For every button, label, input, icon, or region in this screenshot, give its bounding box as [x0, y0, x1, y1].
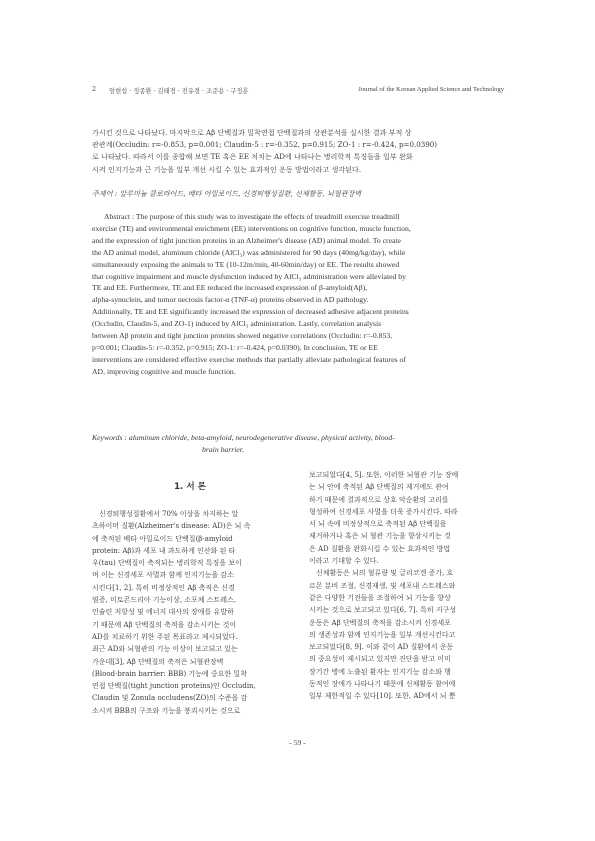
- header-journal-name: Journal of the Korean Applied Science and Technology: [358, 86, 504, 93]
- keywords-line: Keywords : aluminum chloride, beta-amyloid, neurodegenerative disease, physical activity, blood-: [92, 433, 395, 442]
- abstract-line: p=0.001; Claudin-5: r=-0.352, p=0.915; ZO-1: r=-0.424, p=0.0390). In conclusion, TE or EE: [92, 342, 378, 352]
- body-line: 는 뇌 안에 축적된 Aβ 단백질의 제거에도 관여: [309, 483, 449, 492]
- abstract-line: the AD animal model, aluminum chloride (AlCl₃) was administered for 90 days (40mg/kg/day), while: [92, 247, 406, 257]
- body-line: 가운데[3], Aβ 단백질의 축적은 뇌혈관장벽: [92, 657, 224, 666]
- left-text-column: [92, 496, 288, 717]
- body-line: 동적인 장애가 나타나기 때문에 신체활동 참여에: [309, 680, 456, 689]
- english-abstract: [92, 211, 504, 378]
- body-line: 르몬 분비 조절, 신경재생, 및 세포내 스트레스와: [309, 581, 456, 590]
- body-line: 서 뇌 속에 비정상적으로 축적된 Aβ 단백질을: [309, 520, 447, 529]
- header-page-number: 2: [92, 86, 97, 93]
- body-line: 은 AD 질환을 완화시킬 수 있는 효과적인 방법: [309, 544, 451, 553]
- body-line: 신경퇴행성질환에서 70% 이상을 차지하는 알: [99, 510, 239, 518]
- body-line: 보고되었다[4, 5]. 또한, 이러한 뇌혈관 기능 장애: [309, 471, 459, 479]
- body-line: AD를 치료하기 위한 주된 목표라고 제시되었다.: [92, 632, 238, 641]
- abstract-line: simultaneously exposing the animals to TE (10-12m/min, 40-60min/day) or EE. The results showed: [92, 259, 400, 269]
- korean-abstract-tail: [92, 127, 504, 176]
- abstract-line: exercise (TE) and environmental enrichment (EE) interventions on cognitive function, muscle function,: [92, 223, 411, 233]
- korean-abstract-line: 시켜 인지기능과 근 기능을 일부 개선 시킬 수 있는 효과적인 운동 방법이라고 생각된다.: [92, 164, 362, 174]
- right-text-column: [309, 469, 505, 703]
- body-line: 소시켜 BBB의 구조와 기능을 붕괴시키는 것으로: [92, 706, 241, 715]
- abstract-line: AD, improving cognitive and muscle function.: [92, 366, 236, 376]
- body-line: 형성하여 신경세포 사멸을 더욱 증가시킨다. 따라: [309, 507, 458, 516]
- body-line: 염증, 미토콘드리아 기능이상, 소포체 스트레스,: [92, 596, 237, 605]
- body-line: 며 이는 신경세포 사멸과 함께 인지기능을 감소: [92, 571, 234, 580]
- body-line: 에 축적된 베타 아밀로이드 단백질(β-amyloid: [92, 534, 233, 543]
- header-authors: 엄현섭 · 정종환 · 김태경 · 전유경 · 조준용 · 구정훈: [109, 88, 249, 95]
- body-line: 의 생존성과 함께 인지기능을 일부 개선시킨다고: [309, 630, 456, 639]
- english-keywords: [92, 432, 504, 456]
- body-line: 장기간 병에 노출된 환자는 인지기능 감소와 행: [309, 667, 451, 676]
- abstract-line: that cognitive impairment and muscle dysfunction induced by AlCl₃ administration were alleviated by: [92, 271, 406, 281]
- body-line: 운동은 Aβ 단백질의 축적을 감소시켜 신경세포: [309, 618, 451, 627]
- page-footer-number: - 59 -: [289, 738, 306, 747]
- korean-abstract-line: 관관계(Occludin: r=-0.853, p=0.001; Claudin-5 : r=-0.352, p=0.915; ZO-1 : r=-0.424, p=0.0390): [92, 140, 438, 150]
- body-line: 기 때문에 Aβ 단백질의 축적을 감소시키는 것이: [92, 620, 237, 629]
- body-line: 시킨다[1, 2]. 특히 비정상적인 Aβ 축적은 신경: [92, 583, 235, 592]
- body-line: protein: Aβ)과 세포 내 과도하게 인산화 된 타: [92, 546, 236, 555]
- body-line: Claudin 및 Zonula occludens(ZO)의 수준을 감: [92, 694, 248, 703]
- keywords-line: brain barrier.: [202, 444, 244, 454]
- body-line: 최근 AD와 뇌혈관의 기능 이상이 보고되고 있는: [92, 645, 238, 654]
- abstract-line: between Aβ protein and tight junction proteins showed negative correlations (Occludin: r=-0.853,: [92, 331, 393, 341]
- abstract-line: interventions are considered effective exercise methods that partially alleviate pathological features of: [92, 354, 406, 364]
- abstract-line: TE and EE. Furthermore, TE and EE reduced the increased expression of β-amyloid(Aβ),: [92, 283, 368, 293]
- body-line: 제거하거나 혹은 뇌 혈관 기능을 향상시키는 것: [309, 532, 451, 541]
- body-line: 같은 다양한 기전들을 조절하여 뇌 기능을 향상: [309, 593, 451, 602]
- body-line: (Blood-brain barrier: BBB) 기능에 중요한 밀착: [92, 669, 247, 678]
- body-line: 우(tau) 단백질이 축적되는 병리학적 특징을 보이: [92, 559, 242, 568]
- korean-abstract-line: 로 나타났다. 따라서 이를 종합해 보면 TE 혹은 EE 처치는 AD에 나타나는 병리학적 특징들을 일부 완화: [92, 152, 413, 162]
- body-line: 연접 단백질(tight junction proteins)인 Occludin,: [92, 682, 256, 691]
- body-line: 보고되었다[8, 9]. 이와 같이 AD 질환에서 운동: [309, 643, 454, 652]
- body-line: 신체활동은 뇌의 혈류량 및 글리코겐 증가, 호: [316, 569, 454, 578]
- korean-keywords: 주제어 : 알루미늄 클로라이드, 베타 아밀로이드, 신경퇴행성질환, 신체활동, 뇌혈관장벽: [92, 189, 362, 198]
- body-line: 시키는 것으로 보고되고 있다[6, 7]. 특히 지구성: [309, 606, 457, 615]
- abstract-line: and the expression of tight junction proteins in an Alzheimer's disease (AD) animal model. To create: [92, 235, 401, 245]
- abstract-line: Abstract : The purpose of this study was to investigate the effects of treadmill exercise treadmill: [104, 212, 400, 221]
- abstract-line: (Occludin, Claudin-5, and ZO-1) induced by AlCl₃ administration. Lastly, correlation analysis: [92, 319, 382, 329]
- korean-abstract-line: 가시킨 것으로 나타났다. 마지막으로 Aβ 단백질과 밀착연접 단백질과의 상관분석을 실시한 결과 부적 상: [92, 128, 412, 137]
- body-line: 이라고 기대할 수 있다.: [309, 557, 379, 566]
- body-line: 츠하이머 질환(Alzheimer's disease: AD)은 뇌 속: [92, 522, 251, 531]
- body-line: 의 중요성이 제시되고 있지만 진단을 받고 이미: [309, 655, 451, 664]
- section-title: 1. 서 론: [174, 482, 206, 492]
- running-header: [92, 86, 504, 96]
- abstract-line: alpha-synuclein, and tumor necrosis factor-α (TNF-α) proteins observed in AD pathology.: [92, 295, 369, 305]
- body-line: 일부 제한적일 수 있다[10]. 또한, AD에서 뇌 뿐: [309, 692, 456, 701]
- body-line: 인슐린 저항성 및 에너지 대사의 장애를 유발하: [92, 608, 234, 617]
- body-line: 하기 때문에 결과적으로 상호 악순환의 고리를: [309, 495, 449, 504]
- abstract-line: Additionally, TE and EE significantly increased the expression of decreased adhesive adjacent proteins: [92, 307, 409, 317]
